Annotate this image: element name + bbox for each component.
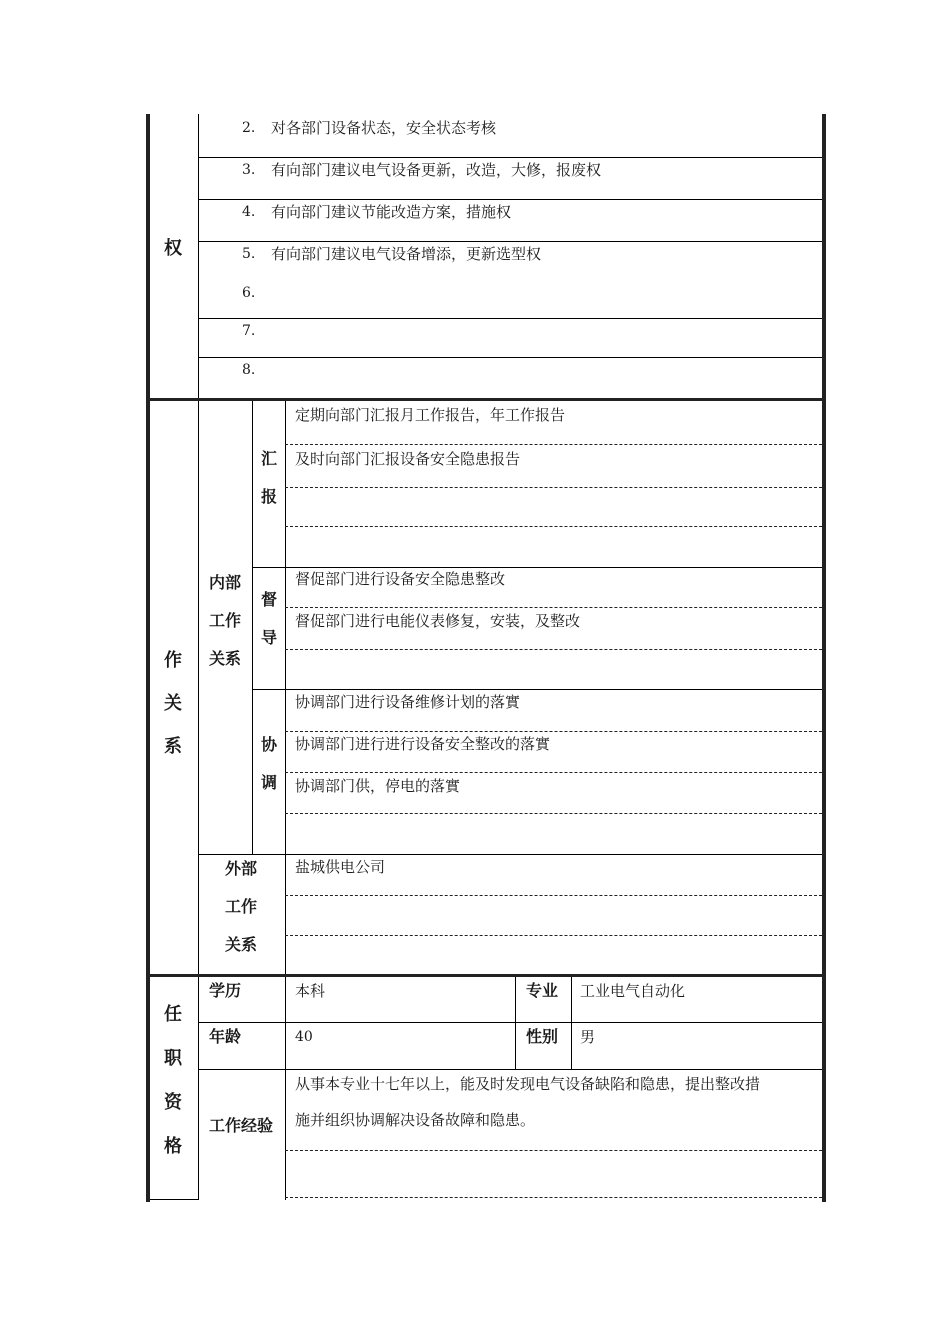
qual-header-char: 职 xyxy=(164,1048,182,1069)
header-column-divider xyxy=(198,114,199,1200)
report-item: 定期向部门汇报月工作报告，年工作报告 xyxy=(295,406,566,424)
authority-item: 有向部门建议节能改造方案，措施权 xyxy=(271,203,512,221)
item-number: 6. xyxy=(242,285,256,301)
internal-label: 工作 xyxy=(209,611,242,630)
row-divider xyxy=(198,199,822,200)
experience-text: 从事本专业十七年以上，能及时发现电气设备缺陷和隐患，提出整改措 xyxy=(295,1075,761,1093)
left-border xyxy=(146,114,150,1202)
row-divider xyxy=(198,357,822,358)
supervise-item: 督促部门进行电能仪表修复，安装，及整改 xyxy=(295,612,581,630)
education-label: 学历 xyxy=(209,981,242,1000)
dashed-line xyxy=(285,649,822,650)
column-divider xyxy=(571,977,572,1070)
gender-value: 男 xyxy=(580,1028,596,1046)
relations-header-char: 系 xyxy=(164,736,182,757)
row-divider xyxy=(252,567,822,568)
gender-label: 性别 xyxy=(526,1027,559,1046)
education-value: 本科 xyxy=(295,982,326,1000)
age-value: 40 xyxy=(295,1029,313,1045)
row-divider xyxy=(198,1022,822,1023)
row-divider xyxy=(198,854,822,855)
dashed-line xyxy=(285,772,822,773)
relations-header-char: 关 xyxy=(164,693,182,714)
internal-label: 内部 xyxy=(209,573,242,592)
authority-item: 对各部门设备状态，安全状态考核 xyxy=(271,119,497,137)
column-divider xyxy=(515,977,516,1070)
qual-header-char: 资 xyxy=(164,1092,182,1113)
major-value: 工业电气自动化 xyxy=(580,982,686,1000)
dashed-line xyxy=(285,444,822,445)
row-divider xyxy=(198,241,822,242)
content-divider xyxy=(285,401,286,1200)
authority-item: 有向部门建议电气设备增添，更新选型权 xyxy=(271,245,542,263)
section-divider xyxy=(150,974,822,977)
external-label: 外部 xyxy=(225,859,258,878)
dashed-line xyxy=(285,1150,822,1151)
authority-header: 权 xyxy=(164,238,182,259)
row-divider xyxy=(198,1069,822,1070)
item-number: 3. xyxy=(242,162,256,178)
qual-header-char: 格 xyxy=(164,1136,182,1157)
qual-header-char: 任 xyxy=(164,1004,182,1025)
coordinate-item: 协调部门供，停电的落實 xyxy=(295,777,461,795)
external-item: 盐城供电公司 xyxy=(295,858,386,876)
coordinate-item: 协调部门进行进行设备安全整改的落實 xyxy=(295,735,551,753)
bottom-border xyxy=(150,1199,198,1200)
experience-text: 施并组织协调解决设备故障和隐患。 xyxy=(295,1111,536,1129)
supervise-label: 督 xyxy=(261,590,278,609)
dashed-line xyxy=(285,607,822,608)
age-label: 年龄 xyxy=(209,1027,242,1046)
coordinate-label: 协 xyxy=(261,735,278,754)
dashed-line xyxy=(285,487,822,488)
dashed-line xyxy=(285,895,822,896)
report-item: 及时向部门汇报设备安全隐患报告 xyxy=(295,450,521,468)
authority-item: 有向部门建议电气设备更新，改造，大修，报废权 xyxy=(271,161,602,179)
item-number: 8. xyxy=(242,362,256,378)
dashed-line xyxy=(285,935,822,936)
supervise-item: 督促部门进行设备安全隐患整改 xyxy=(295,570,506,588)
coordinate-item: 协调部门进行设备维修计划的落實 xyxy=(295,693,521,711)
dashed-line xyxy=(285,1197,822,1198)
major-label: 专业 xyxy=(526,981,559,1000)
report-label: 汇 xyxy=(261,449,278,468)
row-divider xyxy=(252,689,822,690)
coordinate-label: 调 xyxy=(261,773,278,792)
right-border xyxy=(822,114,826,1202)
row-divider xyxy=(198,157,822,158)
report-label: 报 xyxy=(261,487,278,506)
item-number: 2. xyxy=(242,120,256,136)
external-label: 工作 xyxy=(225,897,258,916)
internal-label: 关系 xyxy=(209,649,242,668)
dashed-line xyxy=(285,731,822,732)
relations-header-char: 作 xyxy=(164,650,182,671)
dashed-line xyxy=(285,526,822,527)
item-number: 5. xyxy=(242,246,256,262)
supervise-label: 导 xyxy=(261,628,278,647)
external-label: 关系 xyxy=(225,935,258,954)
sub-label-divider xyxy=(252,401,253,855)
item-number: 4. xyxy=(242,204,256,220)
dashed-line xyxy=(285,813,822,814)
section-divider xyxy=(150,398,822,401)
item-number: 7. xyxy=(242,323,256,339)
row-divider xyxy=(198,318,822,319)
experience-label: 工作经验 xyxy=(209,1116,274,1135)
